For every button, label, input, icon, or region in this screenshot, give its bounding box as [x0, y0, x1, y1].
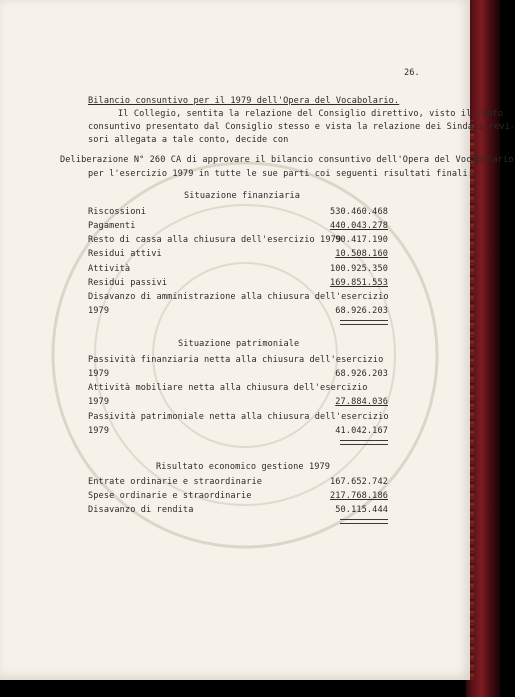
row-value: 27.884.036 — [335, 397, 388, 407]
row-label: Disavanzo di amministrazione alla chiusura dell'esercizio — [88, 292, 389, 302]
row-label: Residui passivi — [88, 278, 168, 288]
row-label: 1979 — [88, 397, 110, 407]
row-value: 50.115.444 — [335, 505, 388, 515]
row-value: 90.417.190 — [335, 235, 388, 245]
row-value: 167.652.742 — [329, 477, 388, 487]
row-value: 440.043.278 — [329, 221, 388, 231]
row-label: Entrate ordinarie e straordinarie — [88, 477, 263, 487]
row-value: 100.925.350 — [329, 264, 388, 274]
intro-line: sori allegata a tale conto, decide con — [88, 135, 289, 145]
section-title-patrimonial: Situazione patrimoniale — [178, 339, 300, 349]
row-label: Spese ordinarie e straordinarie — [88, 491, 252, 501]
total-double-rule — [340, 519, 388, 524]
intro-line: Deliberazione N° 260 CA di approvare il bilancio consuntivo dell'Opera del Vocabolario — [60, 155, 514, 165]
row-value: 530.460.468 — [329, 207, 388, 217]
page-number: 26. — [404, 68, 420, 78]
total-double-rule — [340, 440, 388, 445]
row-label: Attività — [88, 264, 131, 274]
section-title-financial: Situazione finanziaria — [184, 191, 301, 201]
row-label: Residui attivi — [88, 249, 162, 259]
row-label: 1979 — [88, 369, 110, 379]
row-value: 41.042.167 — [335, 426, 388, 436]
total-double-rule — [340, 320, 388, 325]
row-label: Pagamenti — [88, 221, 136, 231]
intro-line: Il Collegio, sentita la relazione del Consiglio direttivo, visto il conto — [118, 109, 503, 119]
row-value: 217.768.186 — [329, 491, 388, 501]
row-label: Passività finanziaria netta alla chiusura dell'esercizio — [88, 355, 384, 365]
row-label: Passività patrimoniale netta alla chiusura dell'esercizio — [88, 412, 389, 422]
row-label: 1979 — [88, 426, 110, 436]
section-title-economic: Risultato economico gestione 1979 — [156, 462, 331, 472]
document-heading: Bilancio consuntivo per il 1979 dell'Opera del Vocabolario. — [88, 96, 400, 106]
intro-line: consuntivo presentato dal Consiglio stesso e vista la relazione dei Sindaci revi- — [88, 122, 515, 132]
row-label: Disavanzo di rendita — [88, 505, 194, 515]
intro-line: per l'esercizio 1979 in tutte le sue parti coi seguenti risultati finali: — [88, 169, 473, 179]
row-label: Riscossioni — [88, 207, 147, 217]
row-value: 68.926.203 — [335, 306, 388, 316]
row-label: Resto di cassa alla chiusura dell'esercizio 1979 — [88, 235, 342, 245]
row-label: 1979 — [88, 306, 110, 316]
row-label: Attività mobiliare netta alla chiusura dell'esercizio — [88, 383, 368, 393]
row-value: 68.926.203 — [335, 369, 388, 379]
row-value: 10.508.160 — [335, 249, 388, 259]
row-value: 169.851.553 — [329, 278, 388, 288]
